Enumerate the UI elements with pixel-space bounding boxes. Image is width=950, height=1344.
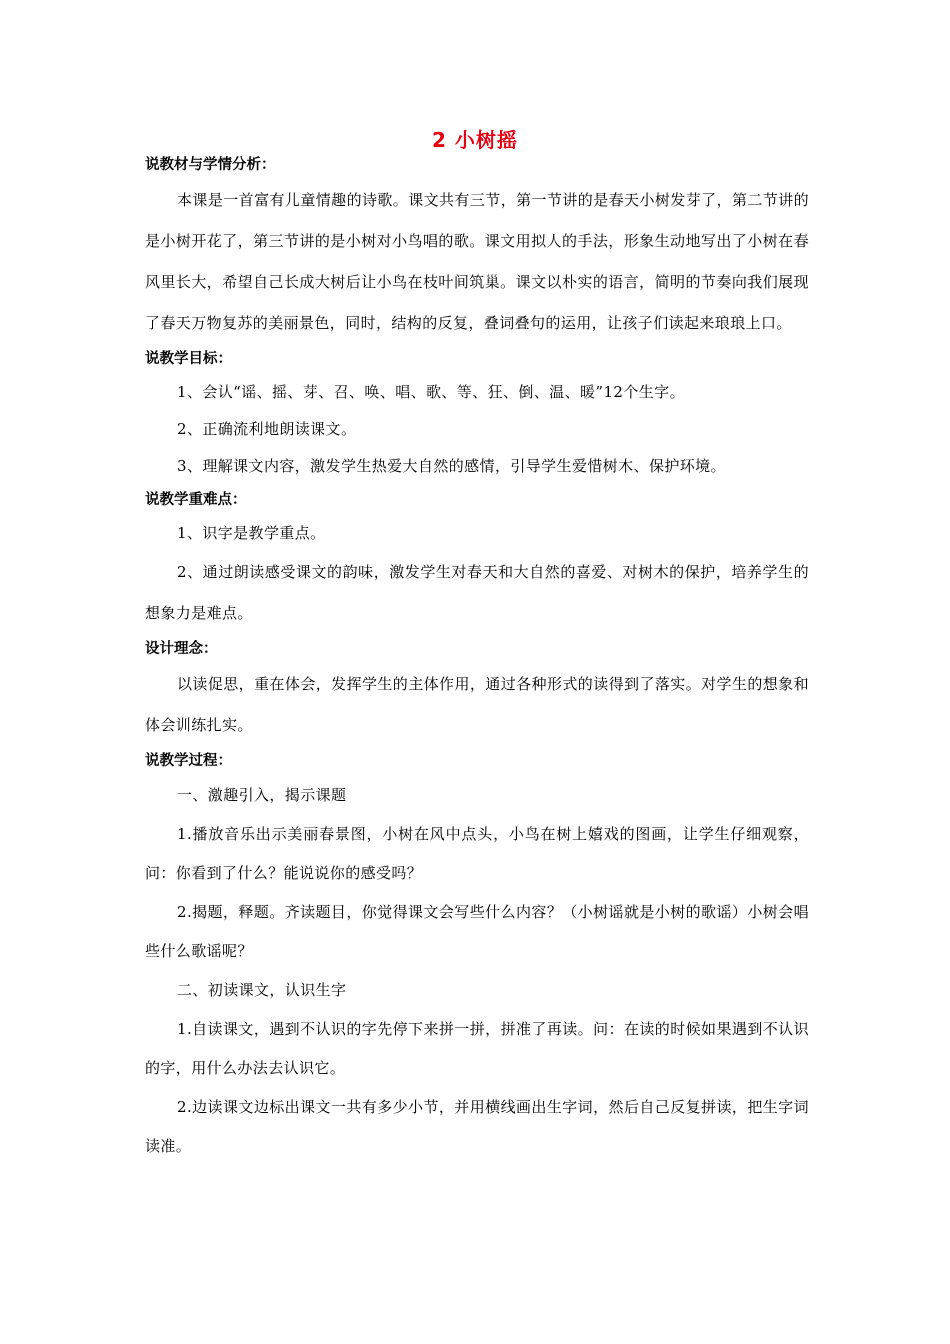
document-body xyxy=(145,150,809,1166)
process-step: 2.边读课文边标出课文一共有多少小节，并用横线画出生字词，然后自己反复拼读，把生字词读准。 xyxy=(145,1098,809,1155)
goal-item: 3、理解课文内容，激发学生热爱大自然的感情，引导学生爱惜树木、保护环境。 xyxy=(177,457,726,475)
section-heading-goals: 说教学目标： xyxy=(145,351,232,367)
process-step: 2.揭题，释题。齐读题目，你觉得课文会写些什么内容？（小树谣就是小树的歌谣）小树会唱些什么歌谣呢？ xyxy=(145,903,809,960)
keypoint-item: 1、识字是教学重点。 xyxy=(177,524,326,542)
process-step: 二、初读课文，认识生字 xyxy=(177,981,347,999)
process-step: 一、激趣引入，揭示课题 xyxy=(177,786,347,804)
goal-item: 2、正确流利地朗读课文。 xyxy=(177,420,357,438)
analysis-paragraph: 本课是一首富有儿童情趣的诗歌。课文共有三节，第一节讲的是春天小树发芽了，第二节讲的是小树开花了，第三节讲的是小树对小鸟唱的歌。课文用拟人的手法，形象生动地写出了小树在春风里长大，希望自己长成大树后让小鸟在枝叶间筑巢。课文以朴实的语言，简明的节奏向我们展现了春天万物复苏的美丽景色，同时，结构的反复，叠词叠句的运用，让孩子们读起来琅琅上口。 xyxy=(145,191,809,332)
section-heading-concept: 设计理念： xyxy=(145,641,218,657)
document-title: 2 小树摇 xyxy=(432,128,518,152)
process-step: 1.自读课文，遇到不认识的字先停下来拼一拼，拼准了再读。问：在读的时候如果遇到不认识的字，用什么办法去认识它。 xyxy=(145,1020,809,1077)
section-heading-keypoints: 说教学重难点： xyxy=(145,492,247,508)
section-heading-process: 说教学过程： xyxy=(145,753,232,769)
process-step: 1.播放音乐出示美丽春景图，小树在风中点头，小鸟在树上嬉戏的图画，让学生仔细观察，问：你看到了什么？能说说你的感受吗？ xyxy=(145,825,809,882)
section-heading-analysis: 说教材与学情分析： xyxy=(145,157,276,173)
concept-paragraph: 以读促思，重在体会，发挥学生的主体作用，通过各种形式的读得到了落实。对学生的想象和体会训练扎实。 xyxy=(145,675,809,734)
keypoint-item: 2、通过朗读感受课文的韵味，激发学生对春天和大自然的喜爱、对树木的保护，培养学生的想象力是难点。 xyxy=(145,563,809,622)
goal-item: 1、会认“谣、摇、芽、召、唤、唱、歌、等、狂、倒、温、暖”12个生字。 xyxy=(177,383,685,401)
